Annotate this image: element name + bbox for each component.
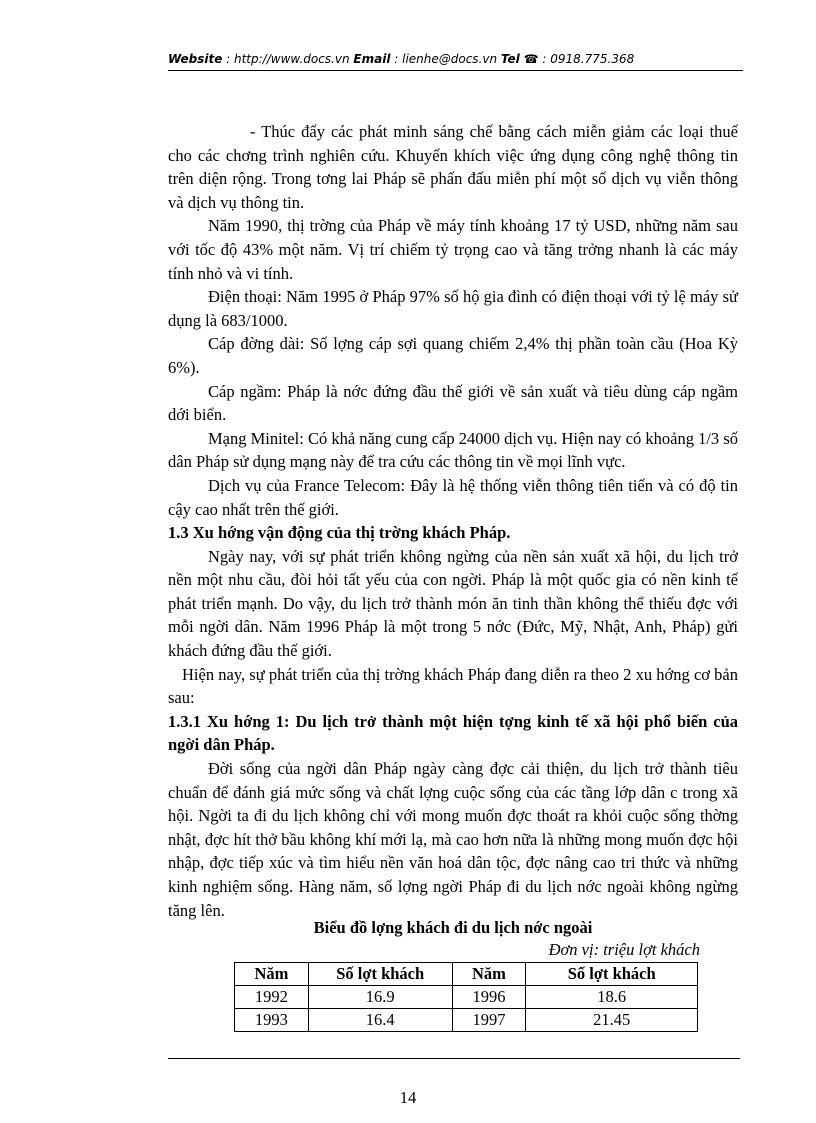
email-value: : lienhe@docs.vn	[390, 52, 501, 66]
table-row	[235, 986, 698, 1009]
table-header-cell: Số lợt khách	[308, 963, 452, 986]
website-value: : http://www.docs.vn	[222, 52, 354, 66]
footer-divider	[168, 1058, 740, 1059]
table-cell: 16.9	[308, 986, 452, 1009]
table-cell: 1997	[452, 1009, 526, 1032]
tel-label: Tel	[500, 52, 520, 66]
body-text	[168, 120, 738, 922]
email-label: Email	[353, 52, 391, 66]
section-heading-1-3-1: 1.3.1 Xu hớng 1: Du lịch trở thành một hiện tợng kinh tế xã hội phổ biến của ngời dân Pháp.	[168, 711, 738, 755]
table-cell: 1992	[235, 986, 309, 1009]
paragraph-10: Đời sống của ngời dân Pháp ngày càng đợc cải thiện, du lịch trở thành tiêu chuẩn để đánh giá mức sống và chất lợng cuộc sống của các tầng lớp dân c trong xã hội. Ngời ta đi du lịch không chỉ với mong muốn đợc thoát ra khỏi cuộc sống thờng nhật, đợc hít thở bầu không khí mới lạ, mà cao hơn nữa là những mong muốn đợc hội nhập, đợc tiếp xúc và tìm hiểu nền văn hoá dân tộc, đợc nâng cao tri thức và những kinh nghiệm sống. Hàng năm, số lợng ngời Pháp đi du lịch nớc ngoài không ngừng tăng lên.	[168, 759, 738, 920]
paragraph-4: Cáp đờng dài: Số lợng cáp sợi quang chiếm 2,4% thị phần toàn cầu (Hoa Kỳ 6%).	[168, 334, 738, 377]
table-header-row	[235, 963, 698, 986]
paragraph-1: - Thúc đẩy các phát minh sáng chế bằng cách miễn giảm các loại thuế cho các chơng trình nghiên cứu. Khuyến khích việc ứng dụng công nghệ thông tin trên diện rộng. Trong tơng lai Pháp sẽ phấn đấu miễn phí một số dịch vụ viễn thông và dịch vụ thông tin.	[168, 122, 738, 212]
paragraph-7: Dịch vụ của France Telecom: Đây là hệ thống viễn thông tiên tiến và có độ tin cậy cao nhất trên thế giới.	[168, 475, 738, 519]
phone-icon: ☎	[523, 52, 539, 66]
paragraph-6: Mạng Minitel: Có khả năng cung cấp 24000 dịch vụ. Hiện nay có khoảng 1/3 số dân Pháp sử dụng mạng này để tra cứu các thông tin về mọi lĩnh vực.	[168, 428, 738, 472]
table-cell: 16.4	[308, 1009, 452, 1032]
table-header-cell: Năm	[235, 963, 309, 986]
page-number: 14	[399, 1088, 417, 1107]
table-header-cell: Số lợt khách	[526, 963, 698, 986]
website-label: Website	[168, 52, 223, 66]
page-header	[168, 52, 748, 66]
table-title: Biểu đồ lợng khách đi du lịch nớc ngoài	[313, 918, 593, 937]
tel-value: : 0918.775.368	[538, 52, 635, 66]
paragraph-5: Cáp ngầm: Pháp là nớc đứng đầu thế giới về sản xuất và tiêu dùng cáp ngầm dới biển.	[168, 381, 738, 425]
paragraph-8: Ngày nay, với sự phát triển không ngừng của nền sản xuất xã hội, du lịch trở nền một nhu cầu, đòi hỏi tất yếu của con ngời. Pháp là một quốc gia có nền kinh tế phát triển mạnh. Do vậy, du lịch trở thành món ăn tinh thần không thể thiếu đợc với mỗi ngời dân. Năm 1996 Pháp là một trong 5 nớc (Đức, Mỹ, Nhật, Anh, Pháp) gửi khách đứng đầu thế giới.	[168, 546, 738, 661]
header-divider	[168, 70, 743, 71]
section-heading-1-3: 1.3 Xu hớng vận động của thị trờng khách Pháp.	[168, 523, 511, 543]
table-cell: 21.45	[526, 1009, 698, 1032]
paragraph-3: Điện thoại: Năm 1995 ở Pháp 97% số hộ gia đình có điện thoại với tỷ lệ máy sử dụng là 683/1000.	[168, 287, 738, 330]
paragraph-9: Hiện nay, sự phát triển của thị trờng khách Pháp đang diễn ra theo 2 xu hớng cơ bản sau:	[168, 664, 738, 708]
visitor-table	[234, 962, 698, 1032]
table-header-cell: Năm	[452, 963, 526, 986]
table-cell: 1993	[235, 1009, 309, 1032]
table-cell: 18.6	[526, 986, 698, 1009]
paragraph-2: Năm 1990, thị trờng của Pháp về máy tính khoảng 17 tỷ USD, những năm sau với tốc độ 43% một năm. Vị trí chiếm tỷ trọng cao và tăng trởng nhanh là các máy tính nhỏ và vi tính.	[168, 216, 738, 283]
table-cell: 1996	[452, 986, 526, 1009]
table-unit: Đơn vị: triệu lợt khách	[548, 940, 700, 959]
table-row	[235, 1009, 698, 1032]
